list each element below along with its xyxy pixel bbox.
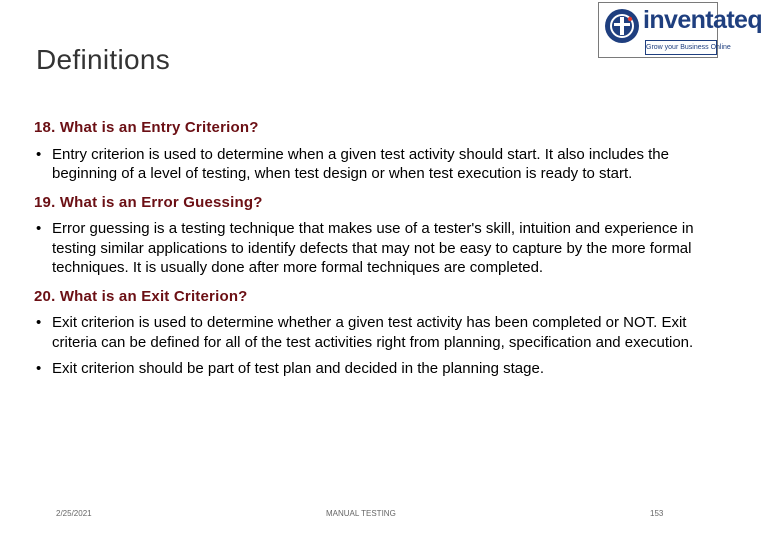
slide-title: Definitions xyxy=(36,44,171,75)
question-heading: 20. What is an Exit Criterion? xyxy=(34,287,248,305)
company-logo xyxy=(598,2,762,58)
slide-content xyxy=(34,118,714,379)
footer-title: MANUAL TESTING xyxy=(326,509,396,518)
question-heading: 18. What is an Entry Criterion? xyxy=(34,119,259,136)
question-heading: 19. What is an Error Guessing? xyxy=(34,193,263,211)
bullet-item xyxy=(34,359,714,379)
bullet-marker: • xyxy=(36,360,42,377)
logo-wordmark: inventateq xyxy=(643,6,762,34)
logo-tagline: Grow your Business Online xyxy=(645,40,717,55)
bullet-item xyxy=(34,219,714,278)
bullet-text: Error guessing is a testing technique that makes use of a tester's skill, intuition and experience in testing similar applications to identify defects that may not be easy to capture by the more formal techniques. It is usually done after more formal techniques are completed. xyxy=(52,220,694,276)
bullet-item xyxy=(34,313,714,352)
bullet-text: Exit criterion is used to determine whether a given test activity has been completed or NOT. Exit criteria can be defined for all of the test activities right from planning, specification and execution. xyxy=(52,314,694,351)
inventateq-logo-icon xyxy=(605,9,639,43)
bullet-marker: • xyxy=(36,145,42,163)
bullet-item xyxy=(34,145,714,184)
bullet-text: Exit criterion should be part of test plan and decided in the planning stage. xyxy=(52,360,544,377)
bullet-marker: • xyxy=(36,314,42,331)
page-number: 153 xyxy=(650,509,664,518)
bullet-text: Entry criterion is used to determine when a given test activity should start. It also includes the beginning of a level of testing, when test design or when test execution is ready to start. xyxy=(52,145,669,182)
bullet-marker: • xyxy=(36,220,42,237)
footer-date: 2/25/2021 xyxy=(56,509,92,518)
